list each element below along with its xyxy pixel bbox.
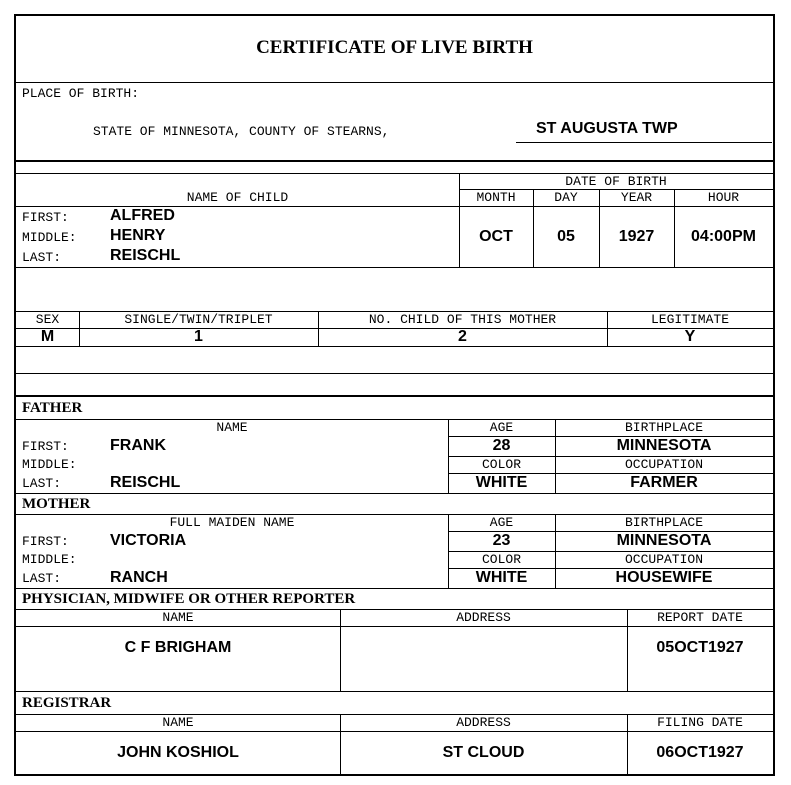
mother-middle-label: MIDDLE:: [22, 552, 77, 567]
registrar-name: JOHN KOSHIOL: [117, 743, 239, 761]
legitimate-header: LEGITIMATE: [650, 312, 729, 327]
mother-name-header: FULL MAIDEN NAME: [169, 515, 295, 530]
father-birthplace: MINNESOTA: [616, 437, 712, 454]
father-last-label: LAST:: [22, 475, 62, 491]
divider: [79, 311, 80, 346]
divider: [16, 395, 773, 397]
divider: [674, 189, 675, 267]
legitimate-value: Y: [684, 328, 696, 345]
divider: [16, 373, 773, 374]
registrar-section-title: REGISTRAR: [22, 694, 112, 711]
father-last-name: REISCHL: [110, 474, 181, 491]
father-first-name: FRANK: [110, 437, 166, 454]
child-middle-label: MIDDLE:: [22, 230, 77, 245]
physician-name-header: NAME: [162, 610, 194, 625]
child-first-label: FIRST:: [22, 210, 69, 225]
father-name-header: NAME: [216, 420, 248, 435]
physician-address: [340, 626, 627, 670]
report-date: 05OCT1927: [656, 639, 744, 656]
divider: [16, 267, 773, 268]
divider: [16, 82, 773, 83]
physician-section-title: PHYSICIAN, MIDWIFE OR OTHER REPORTER: [22, 590, 356, 607]
dob-day: 05: [557, 227, 575, 245]
mother-age: 23: [492, 532, 511, 549]
father-age: 28: [492, 437, 511, 454]
child-first-name: ALFRED: [110, 207, 175, 224]
place-of-birth-label: PLACE OF BIRTH:: [22, 86, 140, 101]
dob-year-header: YEAR: [620, 190, 653, 205]
child-name-header: NAME OF CHILD: [186, 190, 289, 205]
child-middle-name: HENRY: [110, 227, 166, 244]
certificate-title: CERTIFICATE OF LIVE BIRTH: [256, 37, 533, 58]
father-age-header: AGE: [489, 420, 514, 435]
divider: [16, 346, 773, 347]
mother-age-header: AGE: [489, 515, 514, 530]
plurality-header: SINGLE/TWIN/TRIPLET: [124, 312, 273, 327]
dob-month-header: MONTH: [476, 190, 516, 205]
mother-color-header: COLOR: [481, 552, 521, 567]
divider: [459, 173, 460, 267]
sex-header: SEX: [35, 312, 60, 327]
mother-birthplace: MINNESOTA: [616, 532, 712, 549]
dob-day-header: DAY: [554, 190, 578, 205]
divider: [627, 609, 628, 691]
father-section-title: FATHER: [22, 399, 83, 416]
divider: [448, 514, 449, 588]
divider: [340, 609, 341, 691]
child-number-value: 2: [458, 328, 467, 345]
divider: [448, 419, 449, 493]
father-middle-label: MIDDLE:: [22, 457, 77, 472]
mother-last-label: LAST:: [22, 570, 62, 586]
dob-month: OCT: [479, 227, 513, 245]
child-number-header: NO. CHILD OF THIS MOTHER: [368, 312, 557, 327]
divider: [599, 189, 600, 267]
father-occupation: FARMER: [630, 474, 698, 491]
physician-address-header: ADDRESS: [456, 610, 511, 625]
dob-hour: 04:00PM: [691, 227, 756, 245]
divider: [318, 311, 319, 346]
mother-section-title: MOTHER: [22, 495, 91, 512]
father-color: WHITE: [475, 474, 528, 491]
registrar-address-header: ADDRESS: [456, 715, 511, 730]
physician-name: C F BRIGHAM: [124, 639, 232, 656]
divider: [16, 691, 773, 692]
father-occupation-header: OCCUPATION: [624, 457, 703, 472]
divider: [627, 714, 628, 774]
divider: [340, 714, 341, 774]
mother-birthplace-header: BIRTHPLACE: [624, 515, 703, 530]
child-last-label: LAST:: [22, 250, 62, 265]
divider: [533, 189, 534, 267]
birth-certificate: [14, 14, 775, 776]
plurality-value: 1: [194, 328, 203, 345]
place-township: ST AUGUSTA TWP: [536, 120, 678, 137]
dob-year: 1927: [618, 227, 655, 245]
dob-hour-header: HOUR: [707, 190, 740, 205]
divider: [16, 493, 773, 494]
mother-color: WHITE: [475, 569, 528, 586]
mother-first-label: FIRST:: [22, 533, 69, 549]
place-state-county: STATE OF MINNESOTA, COUNTY OF STEARNS,: [93, 124, 390, 139]
registrar-address: ST CLOUD: [442, 743, 525, 761]
mother-last-name: RANCH: [110, 569, 168, 586]
father-birthplace-header: BIRTHPLACE: [624, 420, 703, 435]
filing-date-header: FILING DATE: [657, 715, 743, 730]
report-date-header: REPORT DATE: [657, 610, 743, 625]
dob-header: DATE OF BIRTH: [565, 173, 667, 189]
registrar-name-header: NAME: [162, 715, 194, 730]
divider: [16, 160, 773, 162]
filing-date: 06OCT1927: [656, 743, 744, 761]
mother-occupation-header: OCCUPATION: [624, 552, 703, 567]
mother-first-name: VICTORIA: [110, 532, 187, 549]
sex-value: M: [40, 328, 55, 345]
divider: [607, 311, 608, 346]
child-last-name: REISCHL: [110, 247, 181, 264]
divider: [555, 419, 556, 493]
township-underline: [516, 142, 772, 143]
father-color-header: COLOR: [481, 457, 521, 472]
divider: [555, 514, 556, 588]
father-first-label: FIRST:: [22, 438, 69, 454]
mother-occupation: HOUSEWIFE: [615, 569, 713, 586]
